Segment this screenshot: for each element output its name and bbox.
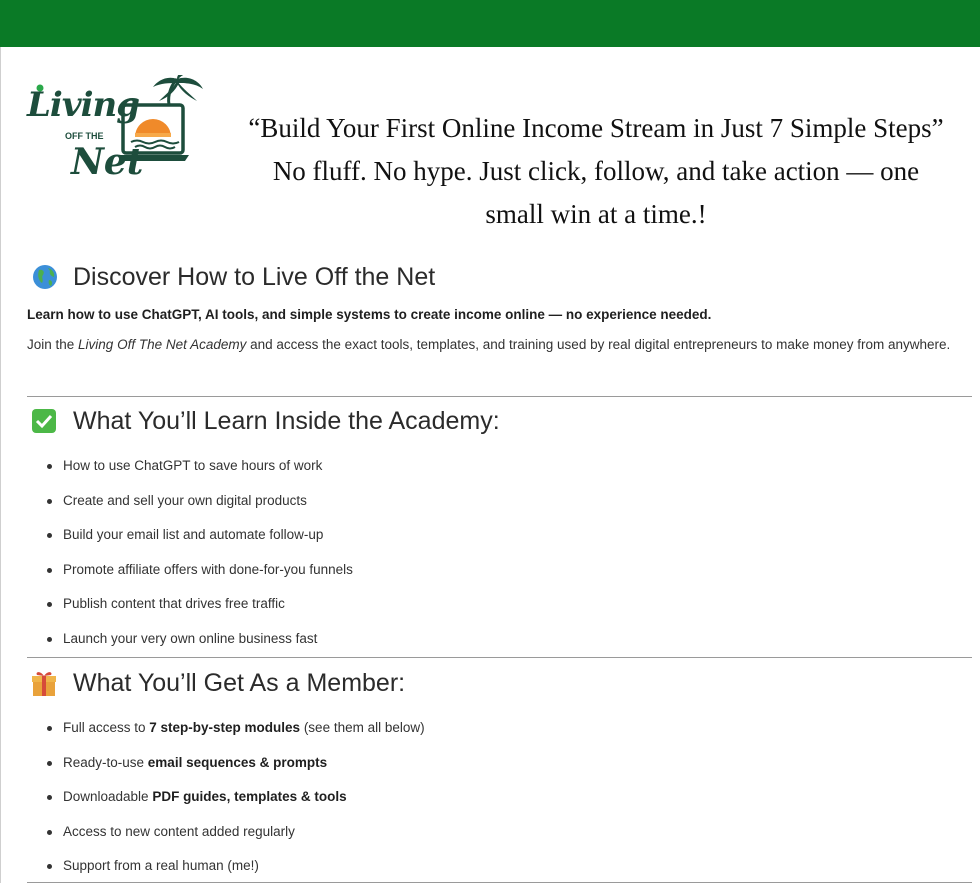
item-text: (see them all below) xyxy=(300,720,425,735)
item-bold: PDF guides, templates & tools xyxy=(152,789,347,805)
item-bold: email sequences & prompts xyxy=(147,754,328,770)
para-text-2: and access the exact tools, templates, and training used by real digital entrepreneurs to make money from anywhere. xyxy=(246,337,951,352)
learn-title: What You’ll Learn Inside the Academy: xyxy=(73,406,500,435)
item-text: Downloadable xyxy=(63,789,153,805)
list-item: Publish content that drives free traffic xyxy=(27,587,971,622)
divider-2 xyxy=(27,657,972,658)
member-title: What You’ll Get As a Member: xyxy=(73,668,406,697)
list-item: How to use ChatGPT to save hours of work xyxy=(27,449,971,484)
item-text: Ready-to-use xyxy=(63,754,148,770)
list-item: Build your email list and automate follow-up xyxy=(27,518,971,553)
hero-tagline xyxy=(211,107,980,236)
list-item xyxy=(27,849,971,884)
item-text: Access to new content added regularly xyxy=(63,823,295,839)
living-off-the-net-logo[interactable] xyxy=(27,75,205,187)
discover-paragraph xyxy=(27,334,957,356)
list-item: Launch your very own online business fast xyxy=(27,622,971,657)
member-list xyxy=(27,711,971,884)
item-text: Support from a real human (me!) xyxy=(63,858,259,874)
hero-line-1: “Build Your First Online Income Stream in Just 7 Simple Steps” xyxy=(248,113,944,143)
learn-section xyxy=(27,401,971,657)
list-item: Promote affiliate offers with done-for-you funnels xyxy=(27,553,971,588)
discover-lead: Learn how to use ChatGPT, AI tools, and simple systems to create income online — no experience needed. xyxy=(27,307,712,322)
hero-line-3: small win at a time.! xyxy=(485,199,707,229)
member-heading xyxy=(27,663,971,703)
page-content xyxy=(0,47,980,883)
item-bold: 7 step-by-step modules xyxy=(149,720,301,735)
learn-heading xyxy=(27,401,971,441)
academy-name: Living Off The Net Academy xyxy=(78,337,247,352)
list-item: Create and sell your own digital products xyxy=(27,484,971,519)
list-item xyxy=(27,711,971,746)
logo-text-living: Living xyxy=(27,85,139,125)
item-text: Full access to xyxy=(63,720,150,735)
list-item xyxy=(27,780,971,815)
globe-icon xyxy=(31,262,65,292)
top-green-bar xyxy=(0,0,980,47)
hero-line-2: No fluff. No hype. Just click, follow, and take action — one xyxy=(272,156,920,186)
member-section xyxy=(27,663,971,884)
learn-list xyxy=(27,449,971,657)
list-item xyxy=(27,746,971,781)
logo-text-off-the: OFF THE xyxy=(65,131,104,141)
discover-section xyxy=(27,257,971,356)
gift-icon xyxy=(31,668,65,698)
divider-1 xyxy=(27,396,972,397)
logo-text-net: Net xyxy=(71,141,144,183)
check-box-icon xyxy=(31,406,65,436)
discover-heading xyxy=(27,257,971,297)
discover-title: Discover How to Live Off the Net xyxy=(73,262,436,291)
list-item xyxy=(27,815,971,850)
para-text-1: Join the xyxy=(27,337,79,352)
